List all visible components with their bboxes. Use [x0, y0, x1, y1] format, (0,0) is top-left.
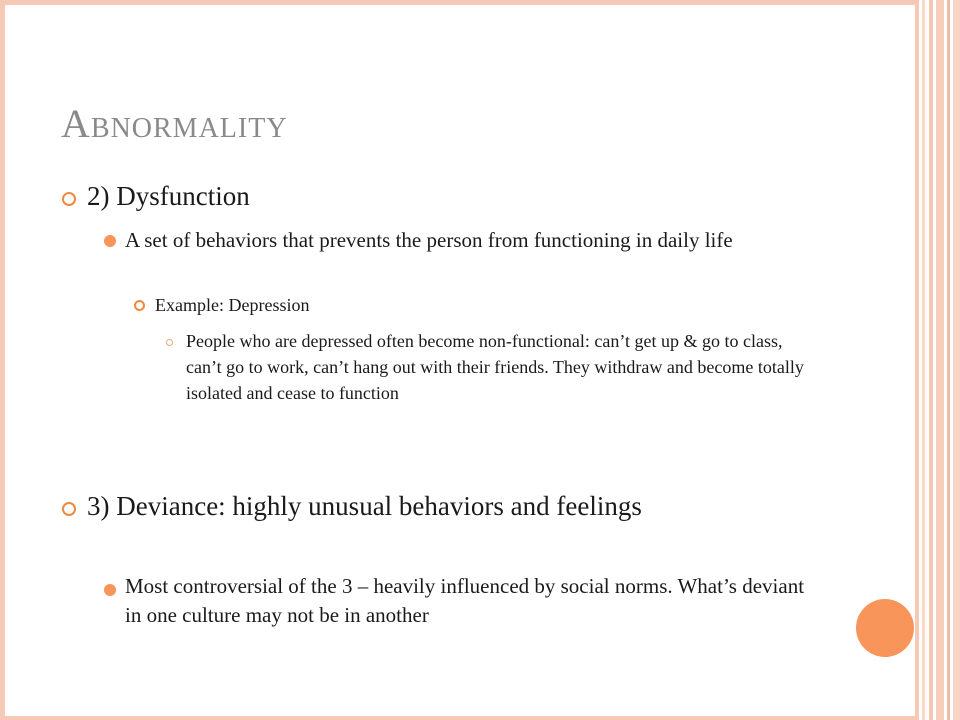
slide-title: Abnormality [61, 101, 288, 146]
bullet-text: Most controversial of the 3 – heavily influenced by social norms. What’s deviant in one culture may not be in another [125, 574, 805, 627]
section-heading: 2) Dysfunction [87, 181, 250, 211]
decorative-stripe [922, 0, 925, 720]
orange-dot-bullet-icon [104, 584, 116, 596]
frame-right-border [915, 0, 919, 720]
decorative-stripe [929, 0, 933, 720]
bullet-text: A set of behaviors that prevents the person from functioning in daily life [125, 228, 733, 252]
orange-dot-bullet-icon [104, 235, 116, 247]
frame-bottom-border [0, 716, 918, 720]
decorative-stripe [953, 0, 960, 720]
detail-text: People who are depressed often become non-functional: can’t get up & go to class, can’t go to work, can’t hang out with their friends. They withdraw and become totally isolated and cease to function [186, 331, 804, 403]
accent-circle [856, 599, 914, 657]
frame-left-border [0, 0, 5, 720]
decorative-stripe [947, 0, 950, 720]
frame-top-border [0, 0, 918, 5]
orange-ring-bullet-icon [62, 192, 76, 206]
small-orange-ring-bullet-icon [134, 300, 145, 311]
section-heading: 3) Deviance: highly unusual behaviors and feelings [87, 491, 642, 521]
example-text: Example: Depression [155, 295, 310, 315]
tiny-orange-ring-bullet-icon [166, 339, 173, 346]
orange-ring-bullet-icon [62, 502, 76, 516]
decorative-stripe [936, 0, 944, 720]
